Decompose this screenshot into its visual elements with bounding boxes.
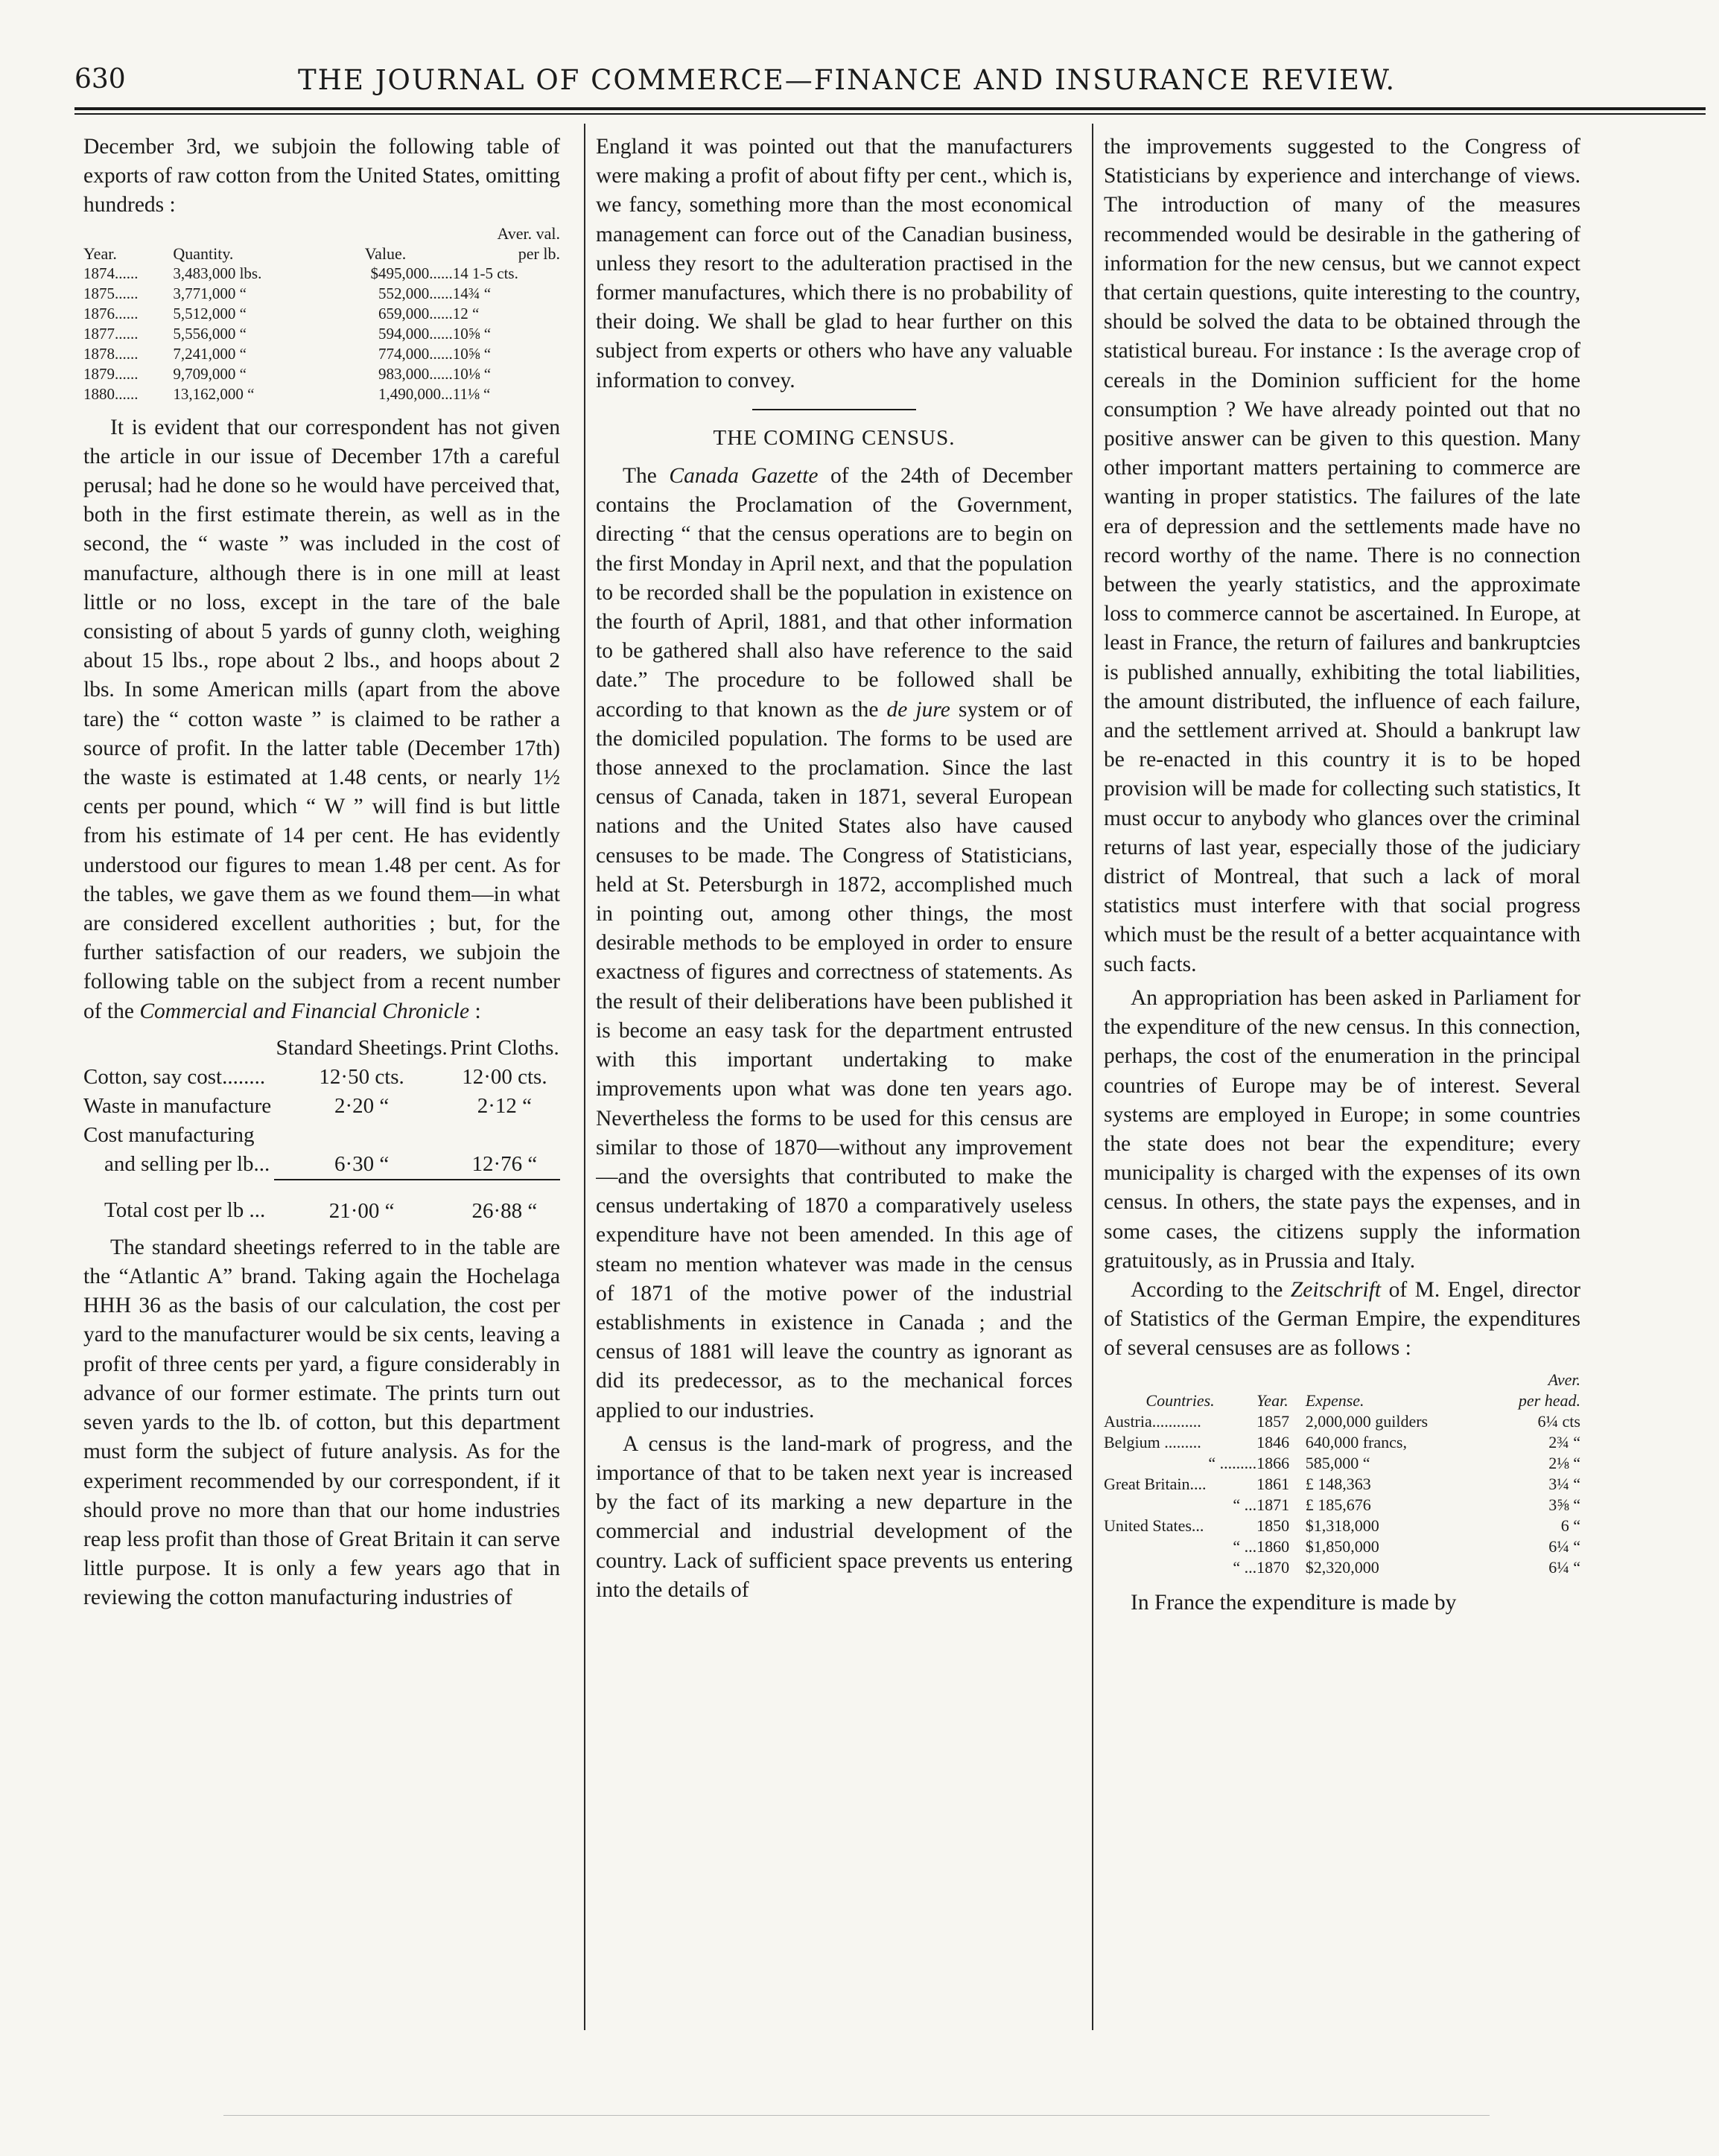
table-row [83,304,560,324]
paragraph-text: system or of the domiciled population. The forms to be used are those annexed to the proclamation. Since the last census of Canada, taken in 1871, several European nations and the United States also have caused censuses to be made. The Congress of Statisticians, held at St. Petersburgh in 1872, accomplished much in pointing out, among other things, the most desirable methods to be employed in order to ensure exactness of figures and correctness of statements. As the result of their deliberations have been published it is become an easy task for the department entrusted with this important undertaking to make improvements upon what was done ten years ago. Nevertheless the forms to be used for this census are similar to those of 1870—without any improvement—and the oversights that contributed to make the census undertaking of 1870 a comparatively useless expenditure have not been amended. In this age of steam no mention whatever was made in the census of 1871 of the motive power of the industrial establishments in existence in Canada ; and the census of 1881 will leave the country as ignorant as did its predecessor, as to the mechanical forces applied to our industries. [596,697,1073,1422]
table-header: Standard Sheetings. [276,1035,448,1060]
table-cell: 1877...... [83,324,139,343]
table-header: Print Cloths. [450,1035,559,1060]
table-cell: 5,512,000 “ [173,304,247,322]
table-cell: 1871 [1256,1495,1290,1514]
table-header: Year. [83,244,117,263]
table-cell: 2⅛ “ [1548,1453,1580,1472]
table-cell: 1875...... [83,284,139,302]
table-row [83,264,560,284]
table-cell: 26·88 “ [471,1198,538,1223]
table-row [83,344,560,364]
paragraph-text: : [469,999,481,1023]
table-row [83,324,560,344]
table-cell: 13,162,000 “ [173,384,255,403]
section-divider [752,409,916,410]
page-number: 630 [74,64,126,95]
table-header: Expense. [1305,1390,1364,1410]
table-row [83,1150,560,1180]
table-cell: 1880...... [83,384,139,403]
paragraph-text: of M. Engel, director of Statistics of the German Empire, the expenditures of several censuses are as follows : [1104,1277,1580,1361]
table-cell: 12 “ [452,304,480,322]
table-cell: 6¼ “ [1548,1536,1580,1556]
table-row [1104,1536,1580,1557]
table-cell: 3⅝ “ [1548,1495,1580,1514]
table-cell: 12·50 cts. [319,1064,404,1089]
table-cell: 640,000 francs, [1305,1432,1407,1451]
column-divider-2 [1092,124,1093,2030]
table-cell: 552,000...... [378,284,453,302]
table-cell: 1878...... [83,344,139,363]
table-cell: 2·12 “ [477,1093,533,1118]
table-cell: £ 185,676 [1305,1495,1371,1514]
table-cell: 21·00 “ [328,1198,395,1223]
table-cell: Total cost per lb ... [104,1198,266,1223]
table-row [83,364,560,384]
table-row [83,1063,560,1092]
table-cell: 6·30 “ [274,1150,448,1180]
cost-table [83,1034,560,1226]
table-cell: “ ... [1233,1557,1257,1577]
table-row [83,384,560,404]
table-cell: 1,490,000... [378,384,453,403]
table-row [1104,1557,1580,1578]
table-cell: 1860 [1256,1536,1290,1556]
table-cell: and selling per lb... [104,1152,270,1177]
table-cell: 14¾ “ [452,284,492,302]
table-cell: “ ......... [1208,1453,1257,1472]
page-header [74,64,1706,113]
table-cell: 7,241,000 “ [173,344,247,363]
table-row [83,284,560,304]
table-row [1104,1432,1580,1453]
table-header: Year. [1256,1390,1289,1410]
table-header: Value. [364,244,407,263]
table-header: Countries. [1146,1390,1215,1410]
header-rule [74,107,1706,110]
paragraph: the improvements suggested to the Congress of Statisticians by experience and interchange of views. The introduction of many of the measures recommended would be desirable in the gathering of information for the new census, but we cannot expect that certain questions, quite interesting to the country, should be solved the data to be obtained through the statistical bureau. For instance : Is the average crop of cereals in the Dominion sufficient for the home consumption ? We have already pointed out that no positive answer can be given to this question. Many other important matters pertaining to commerce are wanting in proper statistics. The failures of the late era of depression and the settlements made have no record worthy of the name. There is no connection between the yearly statistics, and the approximate loss to commerce cannot be ascertained. In Europe, at least in France, the return of failures and bankruptcies is published annually, exhibiting the total liabilities, the amount distributed, the influence of each failure, and the settlement arrived at. Should a bankrupt law be re-enacted in this country it is to be hoped provision will be made for collecting such statistics, It must occur to anybody who glances over the criminal returns of last year, especially those of the judiciary district of Montreal, that such a lack of moral statistics must interfere with that social progress which must be the result of a better acquaintance with such facts. [1104,135,1580,976]
table-cell: 6¼ “ [1548,1557,1580,1577]
table-header: Aver. [1548,1370,1580,1389]
paragraph-text: of the 24th of December contains the Proclamation of the Government, directing “ that the census operations are to begin on the first Monday in April next, and that the population to be recorded shall be the population in existence on the fourth of April, 1881, and that other information to be gathered shall also have reference to the said date.” The procedure to be followed shall be according to that known as the [596,464,1073,722]
table-cell: 3,483,000 lbs. [173,264,262,282]
table-cell: 5,556,000 “ [173,324,247,343]
column-divider-1 [584,124,585,2030]
italic-term: de jure [886,697,950,722]
publication-title: Commercial and Financial Chronicle [139,999,470,1023]
publication-title: Zeitschrift [1290,1277,1382,1302]
table-cell: $1,318,000 [1305,1516,1379,1535]
table-cell: $495,000...... [370,264,453,282]
paragraph: The standard sheetings referred to in the table are the “Atlantic A” brand. Taking again the Hochelaga HHH 36 as the basis of our calculation, the cost per yard to the manufacturer would be six cents, leaving a profit of three cents per yard, a figure considerably in advance of our former estimate. The prints turn out seven yards to the lb. of cotton, but this department must form the subject of future analysis. As for the experiment recommended by our correspondent, if it should prove no more than that our home industries reap less profit than those of Great Britain it can serve little purpose. It is only a few years ago that in reviewing the cotton manufacturing industries of [83,1235,560,1610]
running-title: THE JOURNAL OF COMMERCE—FINANCE AND INSURANCE REVIEW. [298,64,1397,96]
table-cell: 983,000...... [378,364,453,383]
paragraph-text: The [623,464,670,489]
exports-table [83,223,560,404]
table-header: Aver. val. [497,223,560,243]
table-cell: “ ... [1233,1495,1257,1514]
table-cell: 2·20 “ [334,1093,390,1118]
table-cell: 774,000...... [378,344,453,363]
census-cost-table [1104,1370,1580,1578]
table-cell: 1866 [1256,1453,1290,1472]
table-cell: Austria............ [1104,1411,1201,1431]
paragraph: An appropriation has been asked in Parliament for the expenditure of the new census. In this connection, perhaps, the cost of the enumeration in the principal countries of Europe may be of interest. Several systems are employed in Europe; in some countries the state does not bear the expenditure; every municipality is charged with the expenses of its own census. In others, the state pays the expenses, and in some cases, the citizens supply the information gratuitously, as in Prussia and Italy. [1104,985,1580,1273]
column-3 [1104,133,1580,2039]
table-cell: £ 148,363 [1305,1474,1371,1493]
table-cell: Cotton, say cost........ [83,1064,266,1089]
paragraph: In France the expenditure is made by [1131,1590,1457,1615]
table-row [1104,1411,1580,1432]
table-cell: 6¼ cts [1537,1411,1580,1431]
table-cell: 11⅛ “ [452,384,491,403]
table-cell: 10⅛ “ [452,364,492,383]
table-cell: 1876...... [83,304,139,322]
paragraph [83,413,560,1026]
header-rule-thin [74,113,1706,115]
table-cell: 12·76 “ [449,1150,560,1180]
table-cell: Waste in manufacture [83,1093,272,1118]
paragraph-text: It is evident that our correspondent has not given the article in our issue of December 17th a careful perusal; had he done so he would have perceived that, both in the first estimate therein, as well as in the second, the “ waste ” was included in the cost of manufacture, although there is in one mill at least little or no loss, except in the tare of the bale consisting of about 5 yards of gunny cloth, weighing about 15 lbs., rope about 2 lbs., and hoops about 2 lbs. In some American mills (apart from the above tare) the “ cotton waste ” is claimed to be rather a source of profit. In the latter table (December 17th) the waste is estimated at 1.48 cents, or nearly 1½ cents per pound, which “ W ” will find is but little from his estimate of 14 per cent. He has evidently understood our figures to mean 1.48 per cent. As for the tables, we gave them as we found them—in what are considered excellent authorities ; but, for the further satisfaction of our readers, we subjoin the following table on the subject from a recent number of the [83,415,560,1023]
table-cell: Belgium ......... [1104,1432,1201,1451]
table-cell: 3¼ “ [1548,1474,1580,1493]
table-cell: 2¾ “ [1548,1432,1580,1451]
table-cell: 10⅝ “ [452,344,492,363]
table-row [83,1092,560,1121]
table-cell: United States... [1104,1516,1204,1535]
paragraph: A census is the land-mark of progress, and the importance of that to be taken next year is increased by the fact of its marking a new departure in the commercial and industrial development of the country. Lack of sufficient space prevents us entering into the details of [596,1431,1073,1602]
paragraph-text: According to the [1131,1277,1291,1302]
table-header: per lb. [518,244,560,263]
table-cell: 9,709,000 “ [173,364,247,383]
table-cell: 1870 [1256,1557,1290,1577]
table-row [1104,1453,1580,1474]
table-row [1104,1474,1580,1495]
table-row [1104,1516,1580,1536]
table-cell: 659,000...... [378,304,453,322]
publication-title: Canada Gazette [669,464,819,489]
table-cell: 585,000 “ [1305,1453,1370,1472]
table-row [1104,1495,1580,1516]
table-cell: $1,850,000 [1305,1536,1379,1556]
table-row-total [83,1180,560,1226]
table-cell: “ ... [1233,1536,1257,1556]
table-row [83,1121,560,1150]
table-cell: 1850 [1256,1516,1290,1535]
table-cell: 1861 [1256,1474,1290,1493]
table-cell: 3,771,000 “ [173,284,247,302]
column-2 [596,133,1073,2039]
paragraph [596,462,1073,1425]
table-cell [449,1121,560,1150]
paragraph [1104,1276,1580,1364]
table-cell: 14 1-5 cts. [452,264,518,282]
page-bottom-edge [223,2115,1490,2116]
table-cell [274,1121,448,1150]
paragraph: December 3rd, we subjoin the following table of exports of raw cotton from the United States, omitting hundreds : [83,135,560,217]
column-1 [83,133,560,2039]
table-cell: Cost manufacturing [83,1122,255,1147]
section-title: THE COMING CENSUS. [713,425,956,450]
table-cell: 1846 [1256,1432,1290,1451]
table-cell: 2,000,000 guilders [1305,1411,1429,1431]
table-cell: $2,320,000 [1305,1557,1379,1577]
table-cell: 1879...... [83,364,139,383]
table-cell: 10⅝ “ [452,324,492,343]
table-header: per head. [1518,1390,1580,1410]
table-cell: Great Britain.... [1104,1474,1207,1493]
table-cell: 594,000...... [378,324,453,343]
table-cell: 1874...... [83,264,139,282]
paragraph: England it was pointed out that the manufacturers were making a profit of about fifty per cent., which is, we fancy, something more than the most economical management can force out of the Canadian business, unless they resort to the adulteration practised in the former manufactures, which there is no probability of their doing. We shall be glad to hear further on this subject from experts or others who have any valuable information to convey. [596,135,1073,392]
table-cell: 12·00 cts. [462,1064,547,1089]
table-header: Quantity. [173,244,234,263]
table-cell: 1857 [1256,1411,1290,1431]
table-cell: 6 “ [1560,1516,1580,1535]
